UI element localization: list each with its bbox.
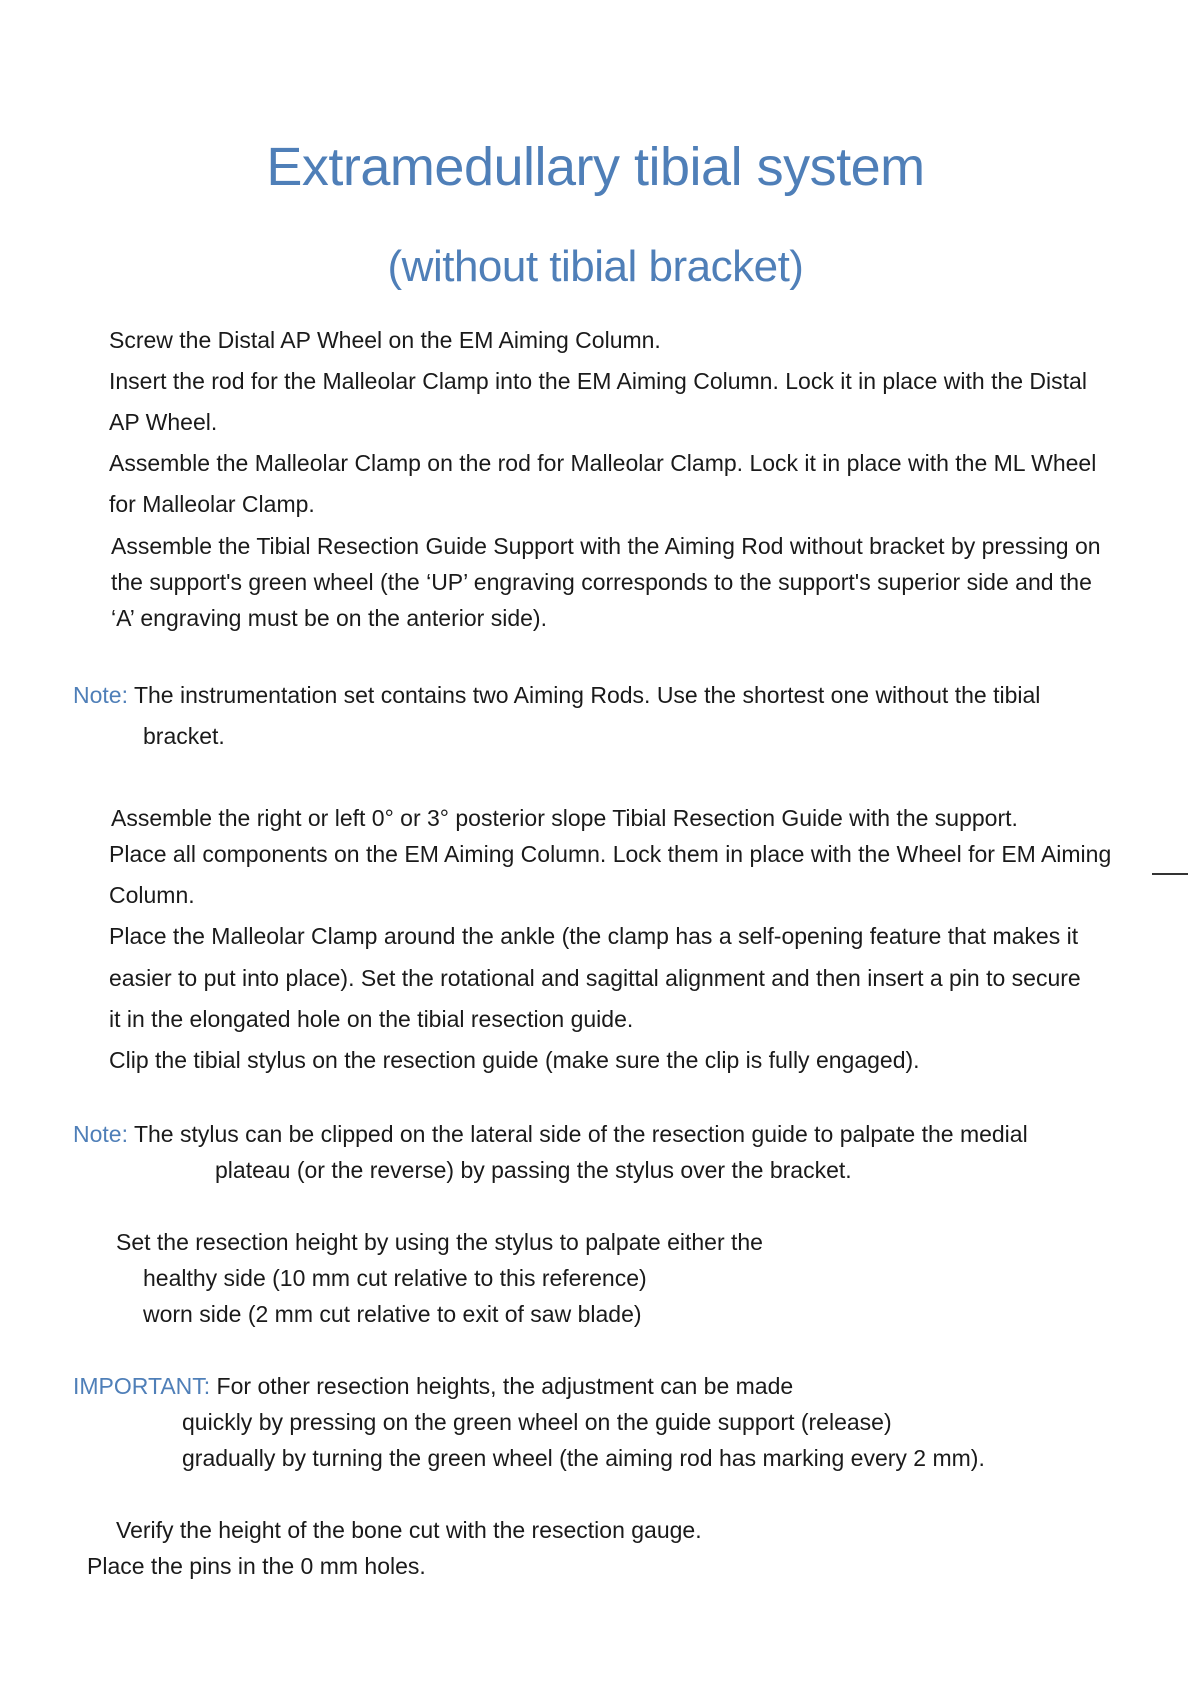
- resection-option: healthy side (10 mm cut relative to this reference): [143, 1265, 647, 1291]
- step-text: Assemble the Tibial Resection Guide Support with the Aiming Rod without bracket by pressing on: [111, 533, 1101, 559]
- step-text: Insert the rod for the Malleolar Clamp into the EM Aiming Column. Lock it in place with the Distal: [109, 368, 1087, 394]
- note-label: Note:: [73, 682, 128, 708]
- important-line: [73, 1371, 793, 1401]
- important-option: gradually by turning the green wheel (the aiming rod has marking every 2 mm).: [182, 1445, 985, 1471]
- step-text: easier to put into place). Set the rotational and sagittal alignment and then insert a pin to secure: [109, 965, 1081, 991]
- step-text: it in the elongated hole on the tibial resection guide.: [109, 1006, 634, 1032]
- step-text: AP Wheel.: [109, 409, 218, 435]
- page-subtitle: (without tibial bracket): [387, 242, 804, 291]
- resection-intro: Set the resection height by using the stylus to palpate either the: [116, 1229, 763, 1255]
- note-text: The stylus can be clipped on the lateral side of the resection guide to palpate the medial: [127, 1121, 1028, 1147]
- resection-option: worn side (2 mm cut relative to exit of saw blade): [143, 1301, 642, 1327]
- page-title: Extramedullary tibial system: [266, 137, 925, 197]
- step-text: the support's green wheel (the ‘UP’ engraving corresponds to the support's superior side and the: [111, 569, 1092, 595]
- step-text: Place the Malleolar Clamp around the ankle (the clamp has a self-opening feature that makes it: [109, 923, 1079, 949]
- note-line: [73, 680, 1040, 710]
- note-label: Note:: [73, 1121, 128, 1147]
- step-text: Clip the tibial stylus on the resection guide (make sure the clip is fully engaged).: [109, 1047, 920, 1073]
- step-text: Assemble the Malleolar Clamp on the rod for Malleolar Clamp. Lock it in place with the ML Wheel: [109, 450, 1097, 476]
- step-text: Screw the Distal AP Wheel on the EM Aiming Column.: [109, 327, 661, 353]
- note-text: The instrumentation set contains two Aiming Rods. Use the shortest one without the tibial: [127, 682, 1041, 708]
- note-continuation: bracket.: [143, 723, 225, 749]
- final-step: Place the pins in the 0 mm holes.: [87, 1553, 426, 1579]
- step-text: ‘A’ engraving must be on the anterior side).: [111, 605, 547, 631]
- step-text: for Malleolar Clamp.: [109, 491, 315, 517]
- important-label: IMPORTANT:: [73, 1373, 211, 1399]
- note-line: [73, 1119, 1028, 1149]
- important-option: quickly by pressing on the green wheel on the guide support (release): [182, 1409, 892, 1435]
- step-text: Assemble the right or left 0° or 3° posterior slope Tibial Resection Guide with the support.: [111, 805, 1018, 831]
- step-text: Column.: [109, 882, 195, 908]
- note-continuation: plateau (or the reverse) by passing the stylus over the bracket.: [215, 1157, 852, 1183]
- final-step: Verify the height of the bone cut with the resection gauge.: [116, 1517, 702, 1543]
- margin-mark: [1152, 873, 1188, 875]
- step-text: Place all components on the EM Aiming Column. Lock them in place with the Wheel for EM Aiming: [109, 841, 1112, 867]
- important-text: For other resection heights, the adjustment can be made: [210, 1373, 794, 1399]
